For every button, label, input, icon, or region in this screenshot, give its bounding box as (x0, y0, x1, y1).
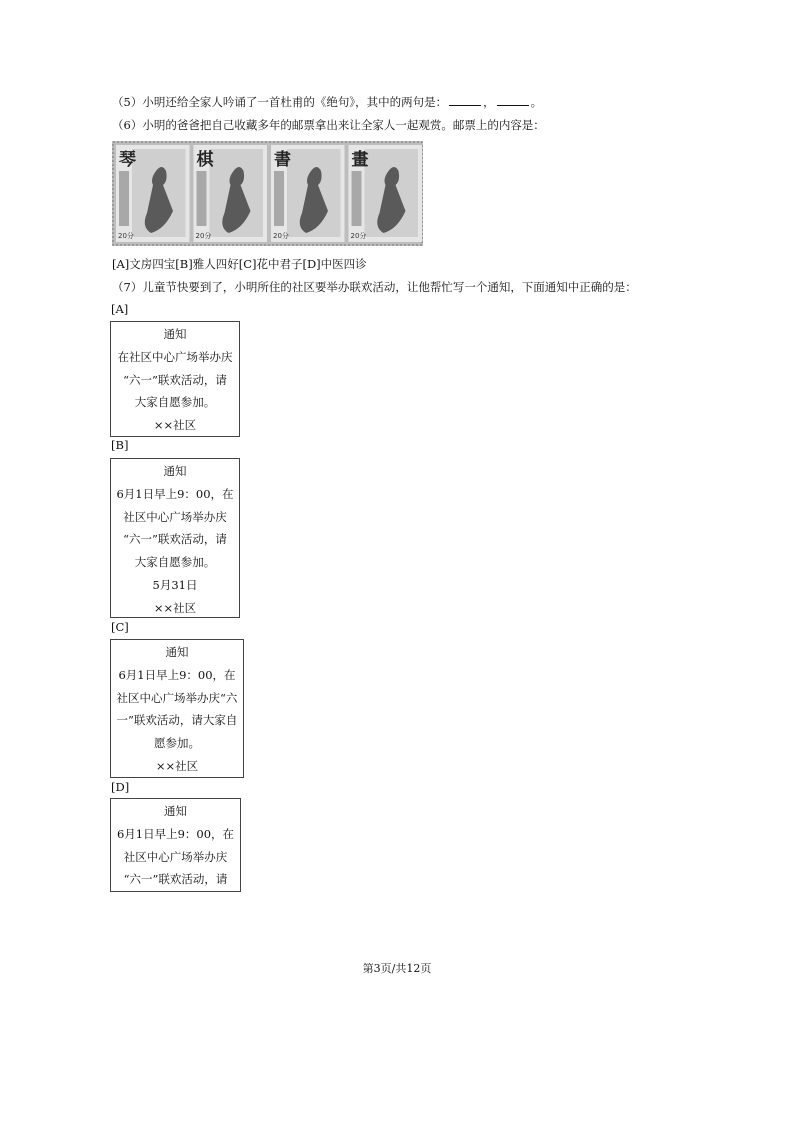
notice-line: ××社区 (155, 758, 199, 773)
option-label: [A] (111, 302, 129, 316)
notice-line: 5月31日 (152, 577, 198, 592)
notice-title: 通知 (163, 464, 187, 478)
stamp-title-char: 書 (274, 150, 291, 170)
question-6: （6）小明的爸爸把自己收藏多年的邮票拿出来让全家人一起观赏。邮票上的内容是： (112, 118, 545, 132)
stamps-image (112, 141, 423, 246)
notice-title: 通知 (164, 804, 187, 818)
notice-line: “六一”联欢活动，请 (123, 532, 227, 547)
notice-box-option-a[interactable] (110, 321, 240, 437)
notice-line: 社区中心广场举办庆“六 (116, 690, 238, 705)
notice-line: 在社区中心广场举办庆 (117, 349, 233, 364)
page-footer: 第3页/共12页 (362, 962, 432, 975)
stamp (349, 145, 423, 242)
notice-line: 大家自愿参加。 (134, 555, 216, 570)
question-7: （7）儿童节快要到了，小明所住的社区要举办联欢活动，让他帮忙写一个通知，下面通知中正确的是： (112, 280, 637, 294)
stamp-value: 20分 (195, 232, 212, 240)
stamp (116, 145, 190, 242)
notice-line: 大家自愿参加。 (134, 395, 216, 410)
answer-blank-2[interactable] (497, 94, 529, 106)
notice-line: 社区中心广场举办庆 (123, 509, 227, 524)
option-label: [B] (111, 438, 129, 452)
stamp-value: 20分 (350, 232, 367, 240)
stamp (194, 145, 268, 242)
stamp-title-char: 畫 (351, 150, 369, 170)
notice-line: 愿参加。 (154, 736, 200, 751)
stamp-value: 20分 (273, 232, 289, 240)
stamp-title-char: 棋 (196, 150, 214, 170)
notice-line: 6月1日早上9：00，在 (118, 667, 236, 682)
notice-line: 一”联欢活动，请大家自 (116, 713, 238, 728)
notice-box-option-d[interactable] (110, 798, 241, 892)
notice-line: 6月1日早上9：00，在 (116, 486, 234, 501)
option-label: [C] (111, 620, 129, 634)
notice-title: 通知 (165, 645, 189, 659)
notice-line: 社区中心广场举办庆 (123, 849, 228, 864)
answer-blank-1[interactable] (449, 94, 481, 106)
stamp-value: 20分 (118, 232, 134, 240)
notice-line: “六一”联欢活动，请 (123, 872, 228, 887)
notice-line: ××社区 (153, 418, 197, 433)
notice-line: 6月1日早上9：00，在 (116, 826, 235, 841)
question-6-options: [A]文房四宝[B]雅人四好[C]花中君子[D]中医四诊 (112, 257, 367, 271)
notice-title: 通知 (163, 327, 187, 341)
notice-line: “六一”联欢活动，请 (123, 372, 227, 387)
notice-box-option-c[interactable] (110, 639, 244, 778)
stamp-title-char: 琴 (119, 150, 136, 170)
notice-box-option-b[interactable] (110, 458, 240, 618)
question-5: （5）小明还给全家人吟诵了一首杜甫的《绝句》，其中的两句是： ， 。 (112, 95, 543, 109)
stamp (271, 145, 345, 242)
notice-line: ××社区 (153, 600, 197, 615)
option-label: [D] (111, 780, 130, 794)
